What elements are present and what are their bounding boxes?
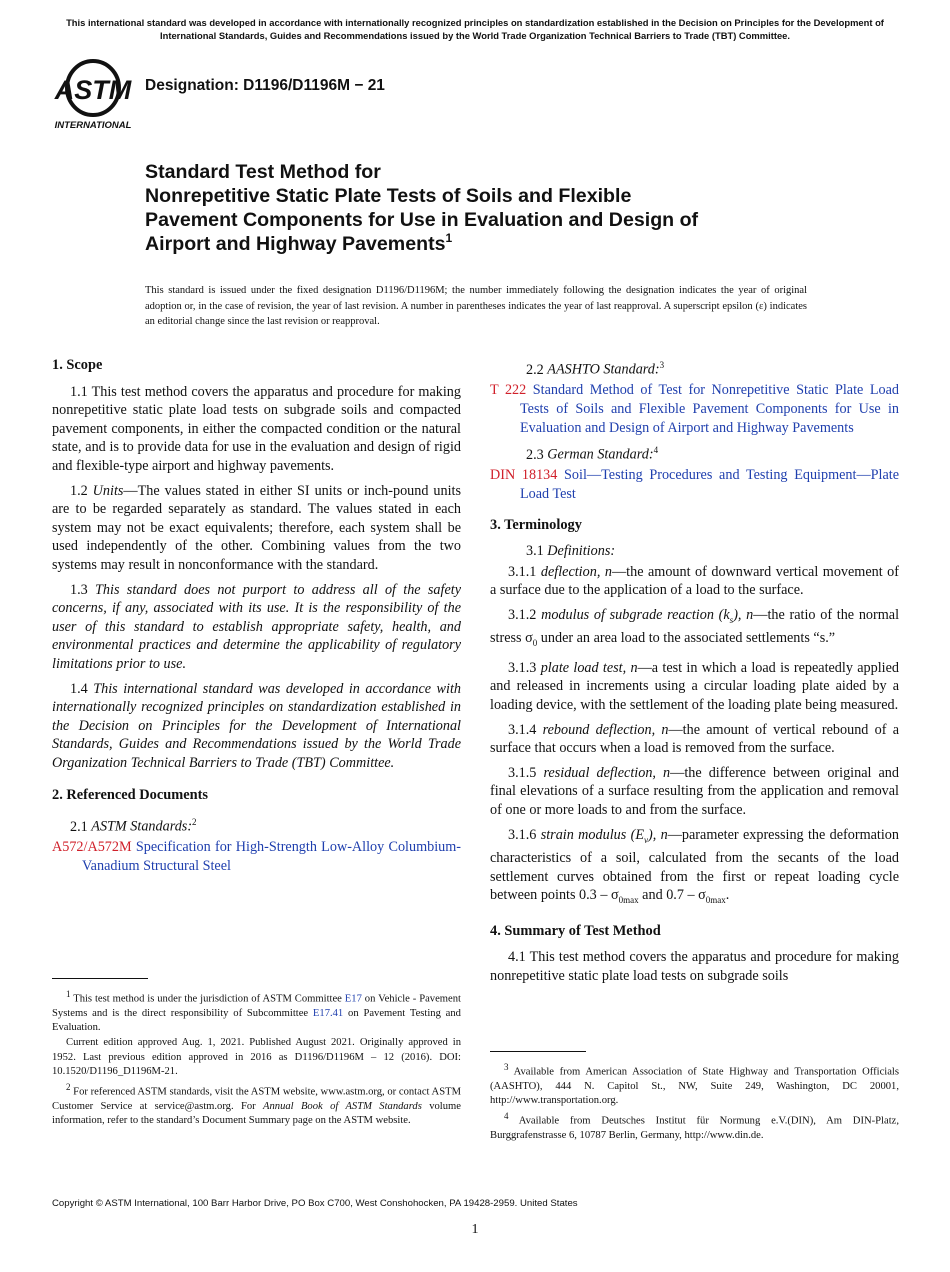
footnote-rule-left bbox=[52, 978, 148, 979]
paragraph-1-1: 1.1 This test method covers the apparatus and procedure for making nonrepetitive static plate load tests on subgrade soils and compacted pavement components, in either the compacted condition or the natural state, and is to provide data for use in the evaluation and design of rigid and flexible-type airport and highway pavements. bbox=[52, 383, 461, 474]
term-end: ), n bbox=[648, 826, 668, 843]
subscript: 0max bbox=[618, 895, 639, 906]
title-line-4 bbox=[145, 232, 825, 256]
definition-3-1-4 bbox=[490, 721, 899, 758]
para-em: This standard does not purport to address all of the safety concerns, if any, associated with its use. It is the responsibility of the user of this standard to establish appropriate safety, health, and environmental practices and determine the applicability of regulatory limitations prior to use. bbox=[52, 581, 461, 672]
document-title bbox=[145, 160, 825, 256]
footnote-rule-right bbox=[490, 1051, 586, 1052]
para-num: 2.1 bbox=[70, 818, 92, 835]
logo-caption: INTERNATIONAL bbox=[54, 120, 132, 131]
designation: Designation: D1196/D1196M − 21 bbox=[145, 77, 385, 94]
header-notice: This international standard was developed in accordance with internationally recognized principles on standardization established in the Decision on Principles for the Development of International Standards, Guides and Recommendations issued by the World Trade Organization Technical Barriers to Trade (TBT) Committee. bbox=[66, 17, 884, 41]
term: deflection, n bbox=[540, 563, 612, 580]
term: residual deflection, n bbox=[543, 764, 671, 781]
footnote-1 bbox=[52, 987, 461, 1035]
footnote-mark: 4 bbox=[653, 445, 659, 456]
section-1-heading: 1. Scope bbox=[52, 357, 103, 373]
page-number: 1 bbox=[471, 1222, 479, 1237]
para-num: 3.1.6 bbox=[508, 826, 541, 843]
footnote-mark: 2 bbox=[192, 817, 197, 828]
definition-3-1-6 bbox=[490, 826, 899, 910]
astm-logo-icon bbox=[52, 58, 134, 132]
para-num: 1.2 bbox=[70, 482, 93, 499]
para-num: 3.1.2 bbox=[508, 607, 542, 623]
footnote-text: Available from American Association of State Highway and Transportation Officials (AASHTO), 444 N. Capitol St., NW, Suite 249, Washington, DC 20001, http://www.transportation.org. bbox=[490, 1066, 899, 1107]
footnote-text: on Pavement Testing and Evaluation. bbox=[52, 1007, 461, 1034]
definition-text: —the amount of downward vertical movement of a surface due to the application of a load to the surface. bbox=[490, 563, 899, 599]
footnote-1-edition: Current edition approved Aug. 1, 2021. Published August 2021. Originally approved in 1952. Last previous edition approved in 2016 as D1196/D1196M – 12 (2016). DOI: 10.1520/D1196_D1196M-21. bbox=[52, 1037, 461, 1078]
paragraph-1-4 bbox=[52, 680, 461, 773]
footnotes-right bbox=[490, 1060, 899, 1145]
para-num: 3.1 bbox=[526, 543, 548, 560]
section-4-heading: 4. Summary of Test Method bbox=[490, 922, 661, 939]
committee-link[interactable]: E17 bbox=[344, 993, 362, 1005]
subscript: v bbox=[644, 834, 648, 845]
footnote-mark: 3 bbox=[504, 1062, 509, 1072]
reference-title-link[interactable]: Standard Method of Test for Nonrepetitive Static Plate Load Tests of Soils and Flexible Pavement Components for Use in Evaluation and Design of Airport and Highway Pavements bbox=[520, 382, 899, 436]
logo-letters: ASTM bbox=[54, 75, 132, 105]
para-em: Units bbox=[92, 482, 124, 499]
paragraph-3-1 bbox=[508, 542, 899, 561]
reference-din18134[interactable] bbox=[490, 466, 899, 503]
reference-code-link[interactable]: T 222 bbox=[490, 382, 527, 399]
footnote-3 bbox=[490, 1060, 899, 1108]
para-text: —The values stated in either SI units or inch-pound units are to be regarded separately as standard. The values stated in each system may not be exact equivalents; therefore, each system shall be used independently of the other. Combining values from the two systems may result in nonconformance with the standard. bbox=[52, 482, 461, 573]
footnote-mark: 2 bbox=[66, 1082, 71, 1093]
subcommittee-link[interactable]: E17.41 bbox=[312, 1007, 344, 1019]
footnote-text: volume information, refer to the standard’s Document Summary page on the ASTM website. bbox=[52, 1101, 461, 1127]
para-em: AASHTO Standard: bbox=[547, 361, 660, 378]
definition-3-1-1 bbox=[490, 563, 899, 600]
footnote-mark: 3 bbox=[659, 360, 665, 370]
subscript: 0 bbox=[532, 638, 538, 649]
footnote-text: For referenced ASTM standards, visit the ASTM website, www.astm.org, or contact ASTM Customer Service at service@astm.org. For bbox=[52, 1086, 461, 1113]
para-num: 2.3 bbox=[526, 446, 548, 463]
issued-note: This standard is issued under the fixed designation D1196/D1196M; the number immediately following the designation indicates the year of original adoption or, in the case of revision, the year of last revision. A number in parentheses indicates the year of last reapproval. A superscript epsilon (ε) indicates an editorial change since the last revision or reapproval. bbox=[145, 285, 807, 327]
footnote-mark: 4 bbox=[504, 1111, 509, 1122]
para-num: 3.1.1 bbox=[508, 563, 541, 580]
paragraph-1-3 bbox=[52, 581, 461, 674]
term: strain modulus (E bbox=[540, 826, 644, 843]
reference-t222[interactable] bbox=[490, 381, 899, 437]
reference-title-link[interactable]: Specification for High-Strength Low-Alloy Columbium-Vanadium Structural Steel bbox=[82, 839, 461, 874]
astm-logo bbox=[52, 58, 134, 132]
title-line-2: Nonrepetitive Static Plate Tests of Soils and Flexible bbox=[145, 185, 632, 207]
definition-3-1-2 bbox=[490, 606, 899, 653]
definition-3-1-5 bbox=[490, 764, 899, 820]
footnote-4 bbox=[490, 1109, 899, 1143]
footnotes-left bbox=[52, 987, 461, 1130]
paragraph-2-1 bbox=[52, 813, 461, 836]
reference-code-link[interactable]: A572/A572M bbox=[52, 839, 132, 856]
para-num: 3.1.4 bbox=[508, 721, 543, 738]
para-num: 2.2 bbox=[526, 361, 548, 378]
para-num: 3.1.3 bbox=[508, 659, 541, 676]
section-2-heading: 2. Referenced Documents bbox=[52, 787, 208, 804]
definition-text: under an area load to the associated settlements “s.” bbox=[537, 630, 836, 647]
term-end: ), n bbox=[733, 607, 754, 623]
footnote-text: on Vehicle - Pavement Systems and is the direct responsibility of Subcommittee bbox=[52, 993, 461, 1019]
paragraph-1-2 bbox=[52, 482, 461, 575]
footnote-text: This test method is under the jurisdiction of ASTM Committee bbox=[70, 993, 345, 1005]
reference-a572[interactable] bbox=[52, 838, 461, 875]
definition-3-1-3 bbox=[490, 659, 899, 715]
para-em: This international standard was developed in accordance with internationally recognized principles on standardization established in the Decision on Principles for the Development of International Standards, Guides and Recommendations issued by the World Trade Organization Technical Barriers to Trade (TBT) Committee. bbox=[52, 680, 461, 771]
copyright: Copyright © ASTM International, 100 Barr Harbor Drive, PO Box C700, West Conshohocken, PA 19428-2959. United States bbox=[52, 1198, 578, 1209]
reference-title-link[interactable]: Soil—Testing Procedures and Testing Equipment—Plate Load Test bbox=[520, 467, 900, 503]
definition-text: —the difference between original and final elevations of a surface resulting from the application and removal of one or more loads to and from the surface. bbox=[490, 764, 899, 818]
para-num: 1.4 bbox=[70, 680, 94, 697]
definition-text: and 0.7 – σ bbox=[638, 887, 706, 904]
term: modulus of subgrade reaction (k bbox=[541, 607, 730, 623]
paragraph-2-3 bbox=[508, 441, 899, 464]
para-num: 3.1.5 bbox=[508, 764, 544, 781]
definition-text: —the ratio of the normal stress σ bbox=[490, 607, 900, 647]
title-line-4-text: Airport and Highway Pavements bbox=[145, 233, 446, 255]
footnote-mark: 1 bbox=[66, 989, 71, 999]
title-line-1: Standard Test Method for bbox=[145, 161, 381, 183]
left-column bbox=[52, 356, 461, 880]
term: plate load test, n bbox=[540, 659, 638, 676]
definition-text: —the amount of vertical rebound of a surface that occurs when a load is removed from the surface. bbox=[490, 721, 899, 757]
definition-text: —parameter expressing the deformation characteristics of a soil, calculated from the secants of the load settlement curves obtained from the first or repeat loading cycle between points 0.3 – σ bbox=[490, 826, 899, 904]
paragraph-2-2 bbox=[508, 356, 899, 379]
right-column bbox=[490, 356, 899, 991]
footnote-text: Available from Deutsches Institut für Normung e.V.(DIN), Am DIN-Platz, Burggrafenstrasse 6, 10787 Berlin, Germany, http://www.din.de. bbox=[490, 1115, 899, 1142]
subscript: s bbox=[729, 614, 734, 625]
title-footnote-mark: 1 bbox=[445, 231, 453, 245]
para-em: Definitions: bbox=[547, 543, 616, 560]
reference-code-link[interactable]: DIN 18134 bbox=[490, 467, 558, 484]
term: rebound deflection, n bbox=[542, 721, 669, 738]
definition-text: . bbox=[725, 887, 730, 904]
section-3-heading: 3. Terminology bbox=[490, 516, 582, 533]
footnote-2 bbox=[52, 1080, 461, 1128]
definition-text: —a test in which a load is repeatedly applied and released in increments using a circular loading plate aided by a loading device, with the settlement of the loading plate being measured. bbox=[490, 659, 900, 714]
subscript: 0max bbox=[705, 895, 726, 906]
title-line-3: Pavement Components for Use in Evaluation and Design of bbox=[145, 209, 699, 231]
para-em: ASTM Standards: bbox=[91, 818, 193, 835]
paragraph-4-1: 4.1 This test method covers the apparatus and procedure for making nonrepetitive static plate load tests on subgrade soils bbox=[490, 949, 899, 984]
footnote-em: Annual Book of ASTM Standards bbox=[263, 1101, 422, 1113]
para-em: German Standard: bbox=[547, 446, 654, 463]
para-num: 1.3 bbox=[70, 581, 96, 598]
